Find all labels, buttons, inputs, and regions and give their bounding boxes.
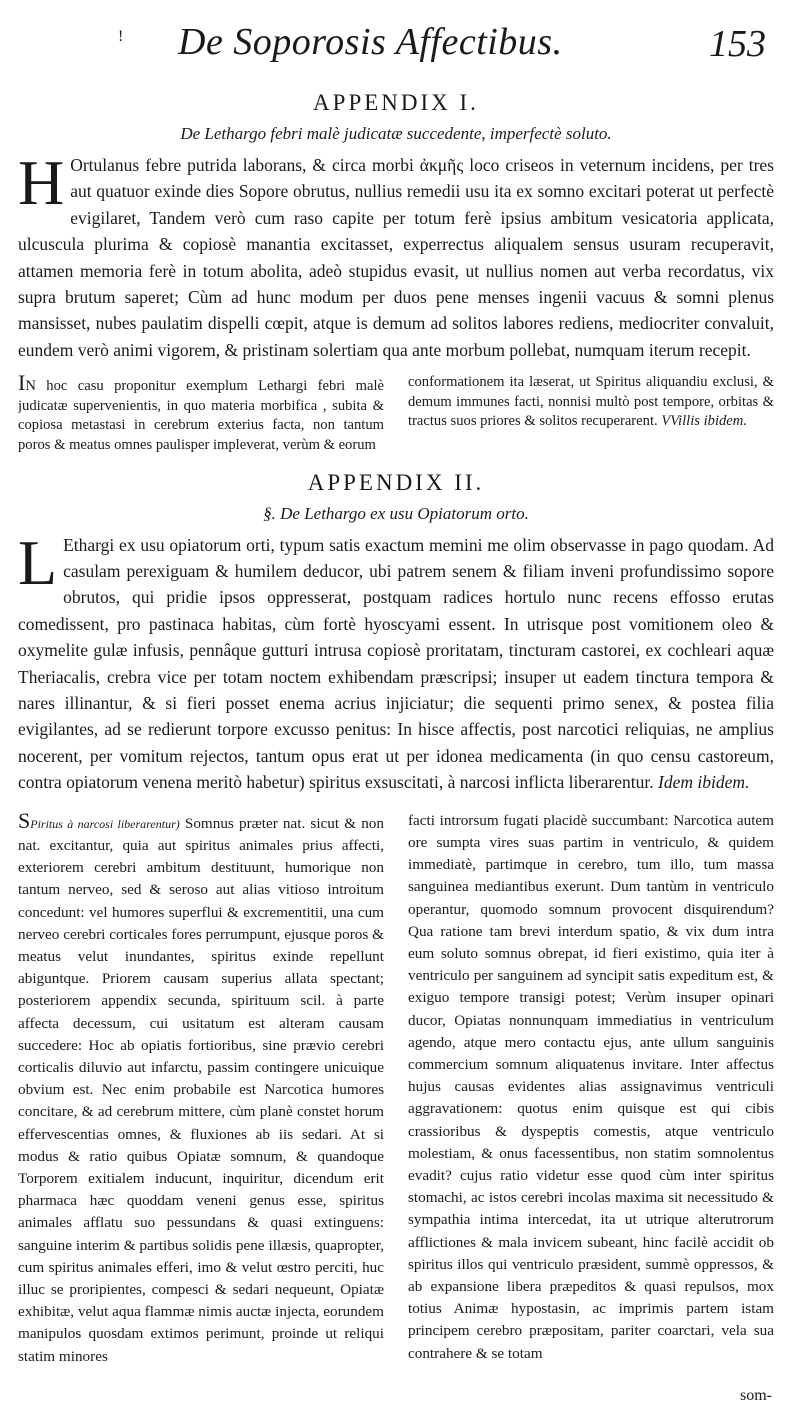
- commentary-left-text: Somnus præter nat. sicut & non nat. excitantur, quia aut spiritus animales prius affecti, exteriorem cerebri ambitum destituunt, humorique non tantum nerveo, sed & seroso aut alias vitioso introitum concedunt: vel humores superflui & excrementitii, una cum nerveo cerebri corticales fores perrumpunt, ejusque poros & meatus velut inundantes, spiritus exinde repellunt abiguntque. Priorem causam superius allata spectant; posteriorem appendix secunda, spirituum scil. à parte affecta decessum, cui usitatum est alteram causam succedere: Hoc ab opiatis fortioribus, sine prævio cerebri corticalis diluvio aut infarctu, passim contingere unicuique obvium est. Nec enim probabile est Narcotica humores concitare, & ad cerebrum mittere, cùm planè constet horum effervescentias omnes, & fluxiones ab iis sedari. At si modus & ratio quibus Opiatæ somnum, & quandoque Torporem exitialem inducunt, inquiritur, dicendum erit pharmaca hæc quoddam veneni genus esse, spiritus animales afflatu suo pessundans & quasi extinguens: sanguine interim & partibus solidis pene illæsis, quapropter, cum spiritus animales efferi, imo & velut œstro perciti, huc illuc se proripientes, compesci & sedari nequeunt, Opiatæ exhibitæ, velut aqua flammæ nimis auctæ injecta, eorundem manipulos quosdam extimos perimunt, proinde ut reliqui statim minores: [18, 814, 384, 1365]
- appendix-1-note-right: [408, 373, 774, 455]
- appendix-1-title: APPENDIX I.: [313, 90, 479, 115]
- appendix-2-case-text: [18, 532, 774, 796]
- commentary-columns: [18, 810, 774, 1368]
- commentary-left: [18, 810, 384, 1368]
- appendix-1-notes: [18, 373, 774, 455]
- appendix-2-title: APPENDIX II.: [307, 469, 485, 495]
- appendix-1-note-left: [18, 373, 384, 455]
- appendix-1-case-body: Ortulanus febre putrida laborans, & circa morbi ἀκμῆς loco criseos in veternum incidens, per tres aut quatuor exinde dies Sopore obrutus, nullius remedii usu ita ex somno excitari poterat ut perfectè evigilaret, Tandem verò cum raso capite per totum ferè ipsius ambitum vesicatoria applicata, ulcuscula plurima & copiosè manantia excitasset, experrectus aliqualem sensus usuram recuperavit, attamen memoria ferè in totum abolita, adeò stupidus evasit, ut nullius nomen aut verba recordatus, vix supra brutum saperet; Cùm ad hunc modum per duos pene menses ingenii vacuus & somni plenus mansisset, nubes paulatim dispelli cœpit, atque is demum ad solitos labores rediens, mediocriter convaluit, eundem verò animi vigorem, & pristinam solertiam qua ante morbum pollebat, numquam iterum recepit.: [18, 155, 774, 360]
- running-head-mark: !: [118, 28, 124, 45]
- appendix-1-subtitle: De Lethargo febri malè judicatæ succedente, imperfectè soluto.: [180, 124, 612, 143]
- appendix-2-subtitle: §. De Lethargo ex usu Opiatorum orto.: [263, 503, 529, 523]
- appendix-1-case-text: [18, 152, 774, 363]
- running-head: [18, 14, 774, 72]
- commentary-lead-italic: Piritus à narcosi liberarentur): [30, 816, 180, 831]
- running-title: De Soporosis Affectibus.: [178, 21, 563, 63]
- page-number: 153: [709, 23, 766, 65]
- dropcap-l: L: [18, 531, 58, 598]
- catchword: som-: [740, 1387, 772, 1404]
- dropcap-h: H: [18, 152, 65, 218]
- commentary-lead: S: [18, 809, 31, 833]
- appendix-2-source: Idem ibidem.: [658, 772, 750, 793]
- note-left-lead: I: [18, 373, 26, 396]
- note-right-source: VVillis ibidem.: [661, 413, 747, 430]
- appendix-2-case-body: Ethargi ex usu opiatorum orti, typum satis exactum memini me olim observasse in pago quodam. Ad casulam perexiguam & humilem deducor, ubi patrem senem & filiam inveni profundissimo sopore obrutos, qui pridie ipsos oppresserat, postquam radices hortulo nunc recens effosso erutas comedissent, pro pastinaca habitas, cùm fortè hyoscyami essent. In utrisque post vomitionem oleo & oxymelite gulæ infusis, pennâque gutturi intrusa copiosè proritatam, tincturam castorei, ex cochleari aquæ Theriacalis, crebra vice per totam noctem exhibendam præscripsi; insuper ut eadem tinctura tempora & nares illinantur, & si fieri posset enema acrius injiciatur; die sequenti primo senex, & postea filia evigilantes, ad se redierunt torpore excusso penitus: In hisce affectis, post narcotici reliquias, ne amplius nocerent, per vomitum rejectos, tantum opus erat ut per idonea medicamenta (in quo censu castoreum, contra opiatorum venena meritò habetur) spiritus exsuscitati, à narcosi inflicta liberarentur.: [18, 534, 774, 793]
- note-left-text: N hoc casu proponitur exemplum Lethargi febri malè judicatæ supervenientis, in quo materia morbifica , subita & copiosa metastasi in cerebrum exterius facta, non tantum poros & meatus omnes paulisper impleverat, verùm & eorum: [18, 378, 384, 454]
- note-right-text: conformationem ita læserat, ut Spiritus aliquandiu exclusi, & demum immunes facti, nonnisi multò post tempore, orbitas & tractus suos priores & solitos recuperarent.: [408, 374, 774, 430]
- commentary-right-text: facti introrsum fugati placidè succumbant: Narcotica autem ore sumpta vires suas partim in ventriculo, & quidem immediatè, partimque in cerebro, tum illo, tum massa sanguinea mediantibus exerunt. Dum tantùm in ventriculo operantur, quomodo somnum provocent disquirendum? Qua ratione tam brevi interdum spatio, & vix dum intra eum soluto somnus obrepat, id fieri existimo, quia iter à ventriculo per sanguinem ad syncipit satis expeditum est, & exiguo tempore transigi potest; Verùm insuper opinari ducor, Opiatas nonnunquam immediatius in ventriculum agendo, atque mero contactu ejus, ante ullum sanguinis commercium somnum aliquatenus invitare. Inter affectus hujus causas evidentes alias assignavimus ventriculi aggravationem: quotus enim quisque est qui cibis crassioribus & dyspeptis comestis, atque ventriculo molestiam, & onus facessentibus, non statim somnolentus evadit? cujus ratio videtur esse quod cùm inter spiritus stomachi, ac istos cerebri incolas maxima sit necessitudo & sympathia intima intercedat, ita ut utrique alterutrorum afflictiones & mala invicem subeant, hinc facilè accidit ob spiritus illos qui ventriculo præsident, summè oppressos, & ab expansione libera præpeditos & quasi repulsos, mox totius Animæ hypostasin, ac imprimis partem istam principem cerebro præpositam, pariter coarctari, vela sua contrahere & se totam: [408, 811, 774, 1362]
- commentary-right: [408, 810, 774, 1368]
